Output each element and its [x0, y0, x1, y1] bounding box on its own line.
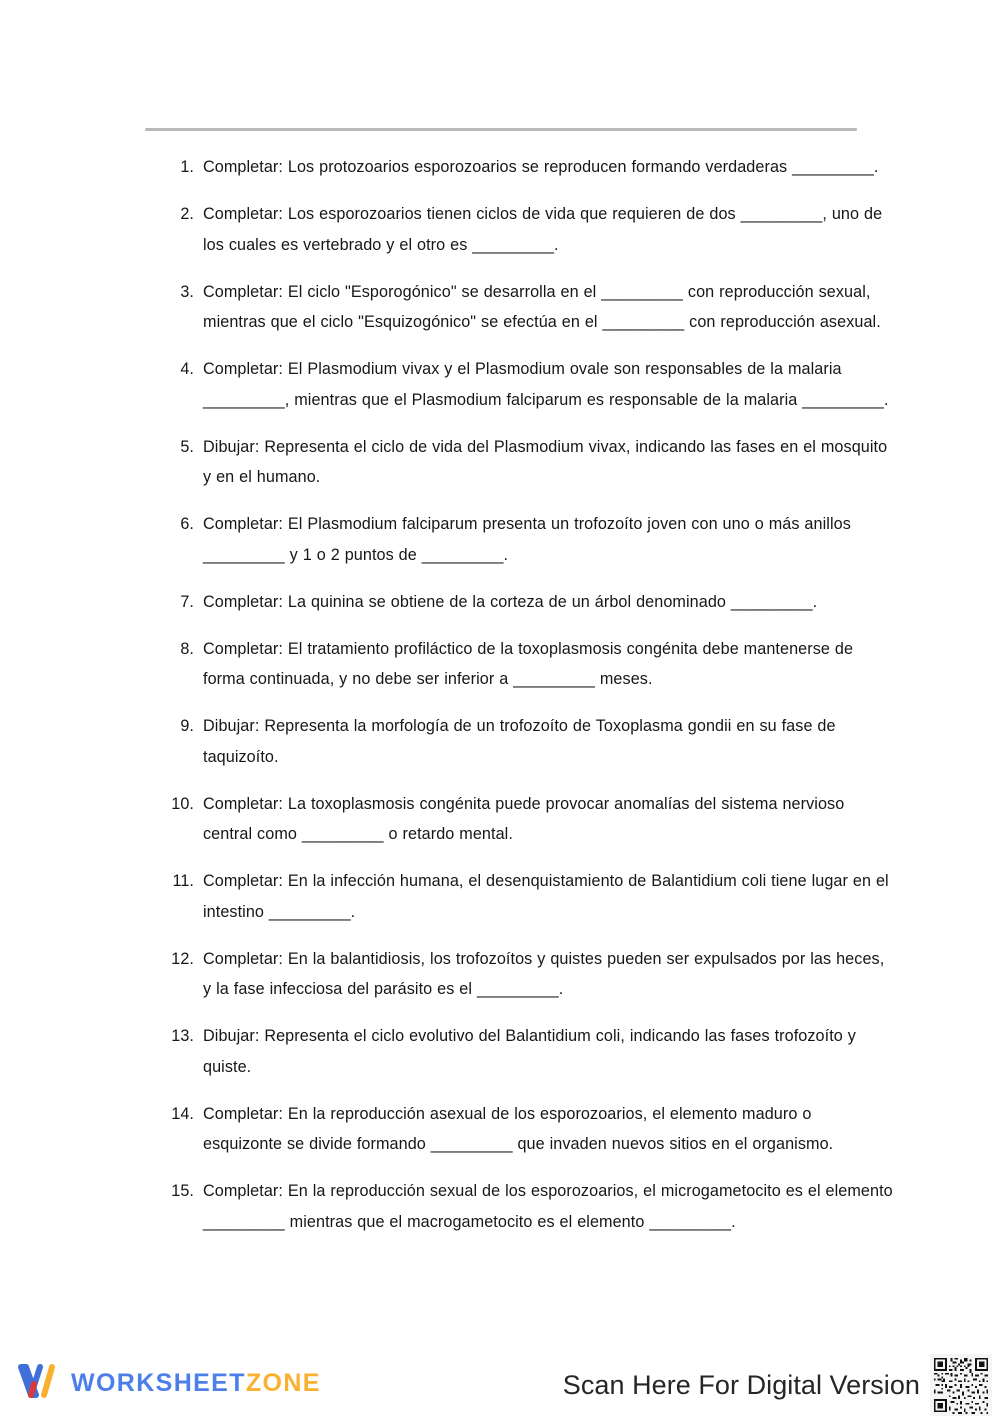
- header-divider: [145, 128, 857, 131]
- question-number: 8.: [180, 639, 194, 658]
- question-number: 9.: [180, 717, 194, 735]
- question-text: Completar: En la balantidiosis, los trofozoítos y quistes pueden ser expulsados por las heces, y la fase infecciosa del parásito es el _________.: [203, 949, 885, 998]
- scan-here-label: Scan Here For Digital Version: [562, 1369, 920, 1400]
- question-text: Completar: Los protozoarios esporozoarios se reproducen formando verdaderas _________.: [203, 158, 879, 176]
- question-text: Completar: Los esporozoarios tienen ciclos de vida que requieren de dos _________, uno de los cuales es vertebrado y el otro es _________.: [203, 205, 883, 254]
- question-item-10: [168, 789, 893, 850]
- question-number: 7.: [180, 592, 194, 611]
- question-text: Completar: En la reproducción sexual de los esporozoarios, el microgametocito es el elemento _________ mientras que el macrogametocito es el elemento _________.: [203, 1182, 893, 1231]
- question-item-9: [168, 711, 893, 772]
- question-text: Completar: La toxoplasmosis congénita puede provocar anomalías del sistema nervioso central como _________ o retardo mental.: [203, 794, 845, 843]
- question-item-7: [168, 587, 893, 618]
- question-number: 13.: [171, 1027, 194, 1045]
- question-text: Completar: La quinina se obtiene de la corteza de un árbol denominado _________.: [203, 592, 818, 611]
- question-number: 10.: [171, 794, 194, 813]
- scan-section: [563, 1354, 992, 1416]
- question-item-13: [168, 1021, 893, 1082]
- page-footer: [0, 1352, 1000, 1414]
- question-item-2: [168, 199, 893, 260]
- question-number: 6.: [180, 515, 194, 533]
- brand-worksheet: WORKSHEET: [71, 1368, 246, 1397]
- question-text: Completar: El Plasmodium vivax y el Plasmodium ovale son responsables de la malaria _________, mientras que el Plasmodium falciparum es responsable de la malaria _________.: [203, 360, 889, 409]
- question-text: Completar: En la infección humana, el desenquistamiento de Balantidium coli tiene lugar en el intestino _________.: [203, 872, 889, 921]
- question-item-6: [168, 509, 893, 570]
- question-number: 3.: [180, 282, 194, 301]
- question-text: Completar: El tratamiento profiláctico de la toxoplasmosis congénita debe mantenerse de forma continuada, y no debe ser inferior a _________ meses.: [203, 639, 854, 688]
- question-text: Dibujar: Representa la morfología de un trofozoíto de Toxoplasma gondii en su fase de taquizoíto.: [203, 717, 836, 766]
- question-text: Dibujar: Representa el ciclo evolutivo del Balantidium coli, indicando las fases trofozoíto y quiste.: [203, 1027, 856, 1076]
- question-item-8: [168, 634, 893, 695]
- questions-container: [168, 152, 893, 1254]
- question-item-12: [168, 944, 893, 1005]
- question-text: Dibujar: Representa el ciclo de vida del Plasmodium vivax, indicando las fases en el mosquito y en el humano.: [203, 437, 888, 486]
- question-item-4: [168, 354, 893, 415]
- question-number: 15.: [171, 1182, 194, 1200]
- worksheet-zone-w-icon: [18, 1364, 62, 1402]
- question-text: Completar: El Plasmodium falciparum presenta un trofozoíto joven con uno o más anillos _________ y 1 o 2 puntos de _________.: [203, 515, 851, 564]
- question-item-14: [168, 1099, 893, 1160]
- question-number: 12.: [171, 949, 194, 968]
- question-text: Completar: En la reproducción asexual de los esporozoarios, el elemento maduro o esquizonte se divide formando _________ que invaden nuevos sitios en el organismo.: [203, 1104, 834, 1153]
- question-list: [168, 152, 893, 1237]
- question-number: 14.: [171, 1104, 194, 1123]
- question-number: 11.: [172, 872, 194, 890]
- question-item-11: [168, 866, 893, 927]
- brand-zone: ZONE: [245, 1368, 321, 1397]
- question-number: 5.: [180, 437, 194, 456]
- question-item-5: [168, 432, 893, 493]
- qr-code-icon[interactable]: [930, 1354, 992, 1416]
- question-text: Completar: El ciclo "Esporogónico" se desarrolla en el _________ con reproducción sexual, mientras que el ciclo "Esquizogónico" se efectúa en el _________ con reproducción asexual.: [203, 282, 881, 331]
- question-item-3: [168, 277, 893, 338]
- brand-wordmark: [71, 1368, 321, 1397]
- question-number: 4.: [180, 360, 194, 378]
- question-item-1: [168, 152, 893, 183]
- worksheet-zone-logo[interactable]: [18, 1364, 321, 1402]
- question-item-15: [168, 1176, 893, 1237]
- question-number: 2.: [180, 205, 194, 223]
- question-number: 1.: [180, 158, 194, 176]
